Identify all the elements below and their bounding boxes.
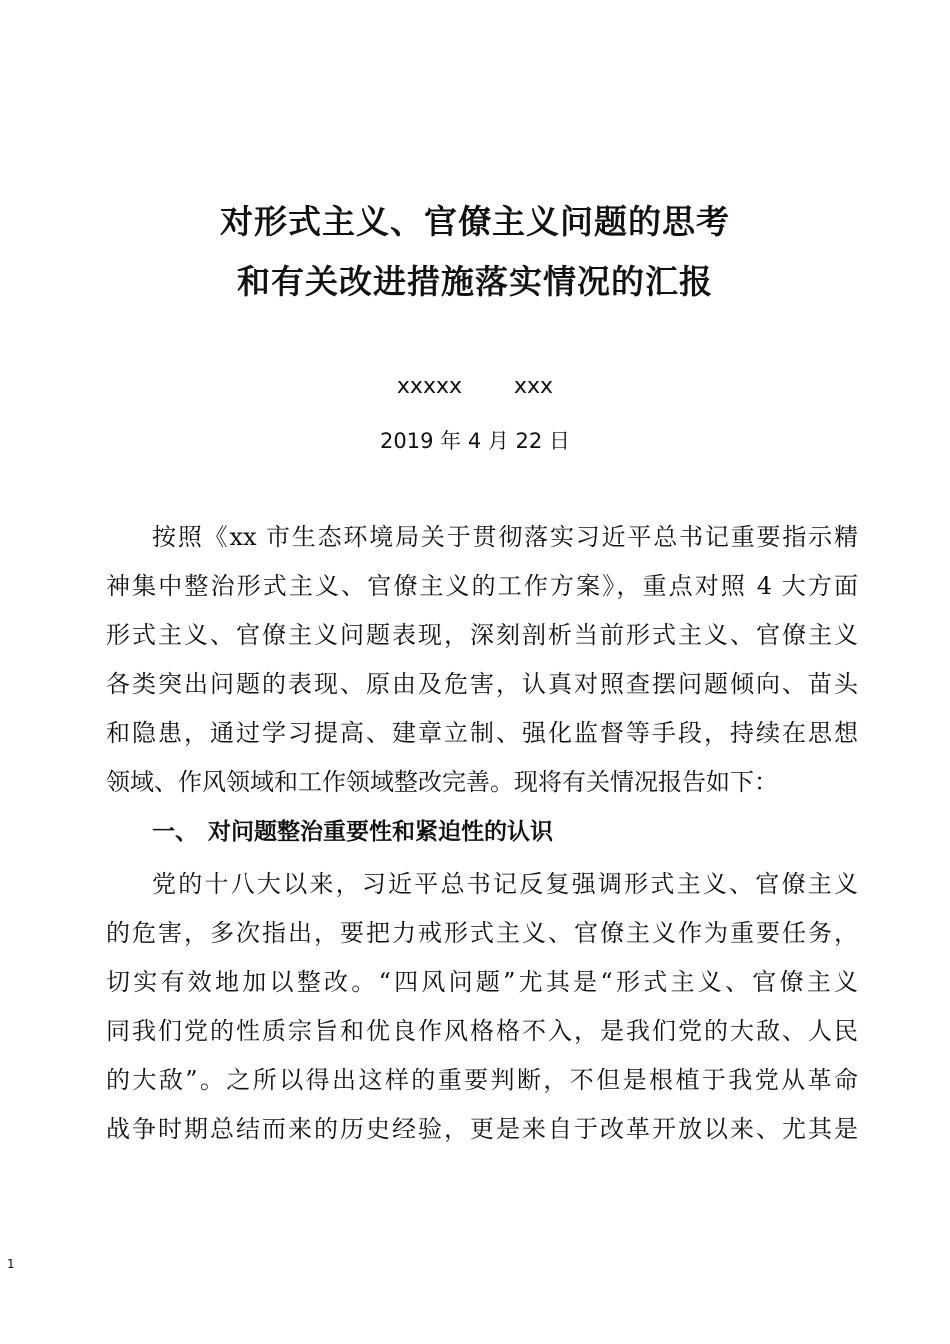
paragraph-1-line: 形式主义、官僚主义问题表现，深刻剖析当前形式主义、官僚主义: [106, 621, 858, 649]
document-date: 2019 年 4 月 22 日: [380, 429, 570, 453]
paragraph-2-line: 切实有效地加以整改。“四风问题”尤其是“形式主义、官僚主义: [106, 968, 858, 996]
paragraph-1-line: 各类突出问题的表现、原由及危害，认真对照查摆问题倾向、苗头: [106, 670, 858, 698]
paragraph-2-line: 战争时期总结而来的历史经验，更是来自于改革开放以来、尤其是: [106, 1115, 858, 1143]
paragraph-2-line: 的危害，多次指出，要把力戒形式主义、官僚主义作为重要任务，: [106, 919, 858, 947]
paragraph-1-line: 领域、作风领域和工作领域整改完善。现将有关情况报告如下：: [106, 768, 778, 796]
paragraph-1-line: 按照《xx 市生态环境局关于贯彻落实习近平总书记重要指示精: [152, 523, 858, 551]
paragraph-1-line: 和隐患，通过学习提高、建章立制、强化监督等手段，持续在思想: [106, 719, 858, 747]
document-title-line-2: 和有关改进措施落实情况的汇报: [237, 262, 713, 301]
paragraph-2-line: 同我们党的性质宗旨和优良作风格格不入，是我们党的大敌、人民: [106, 1017, 858, 1045]
paragraph-2-line: 党的十八大以来，习近平总书记反复强调形式主义、官僚主义: [152, 870, 858, 898]
paragraph-2-line: 的大敌”。之所以得出这样的重要判断，不但是根植于我党从革命: [106, 1066, 858, 1094]
document-title-line-1: 对形式主义、官僚主义问题的思考: [220, 202, 730, 241]
section-1-title: 对问题整治重要性和紧迫性的认识: [208, 819, 553, 845]
paragraph-1-line: 神集中整治形式主义、官僚主义的工作方案》，重点对照 4 大方面: [106, 572, 858, 600]
author-organization: xxxxx: [396, 374, 463, 399]
section-1-heading: [152, 817, 553, 847]
section-1-number: 一、: [152, 819, 198, 845]
author-name: xxx: [514, 374, 554, 399]
author-line: [0, 374, 950, 399]
page-number: 1: [7, 1257, 15, 1271]
